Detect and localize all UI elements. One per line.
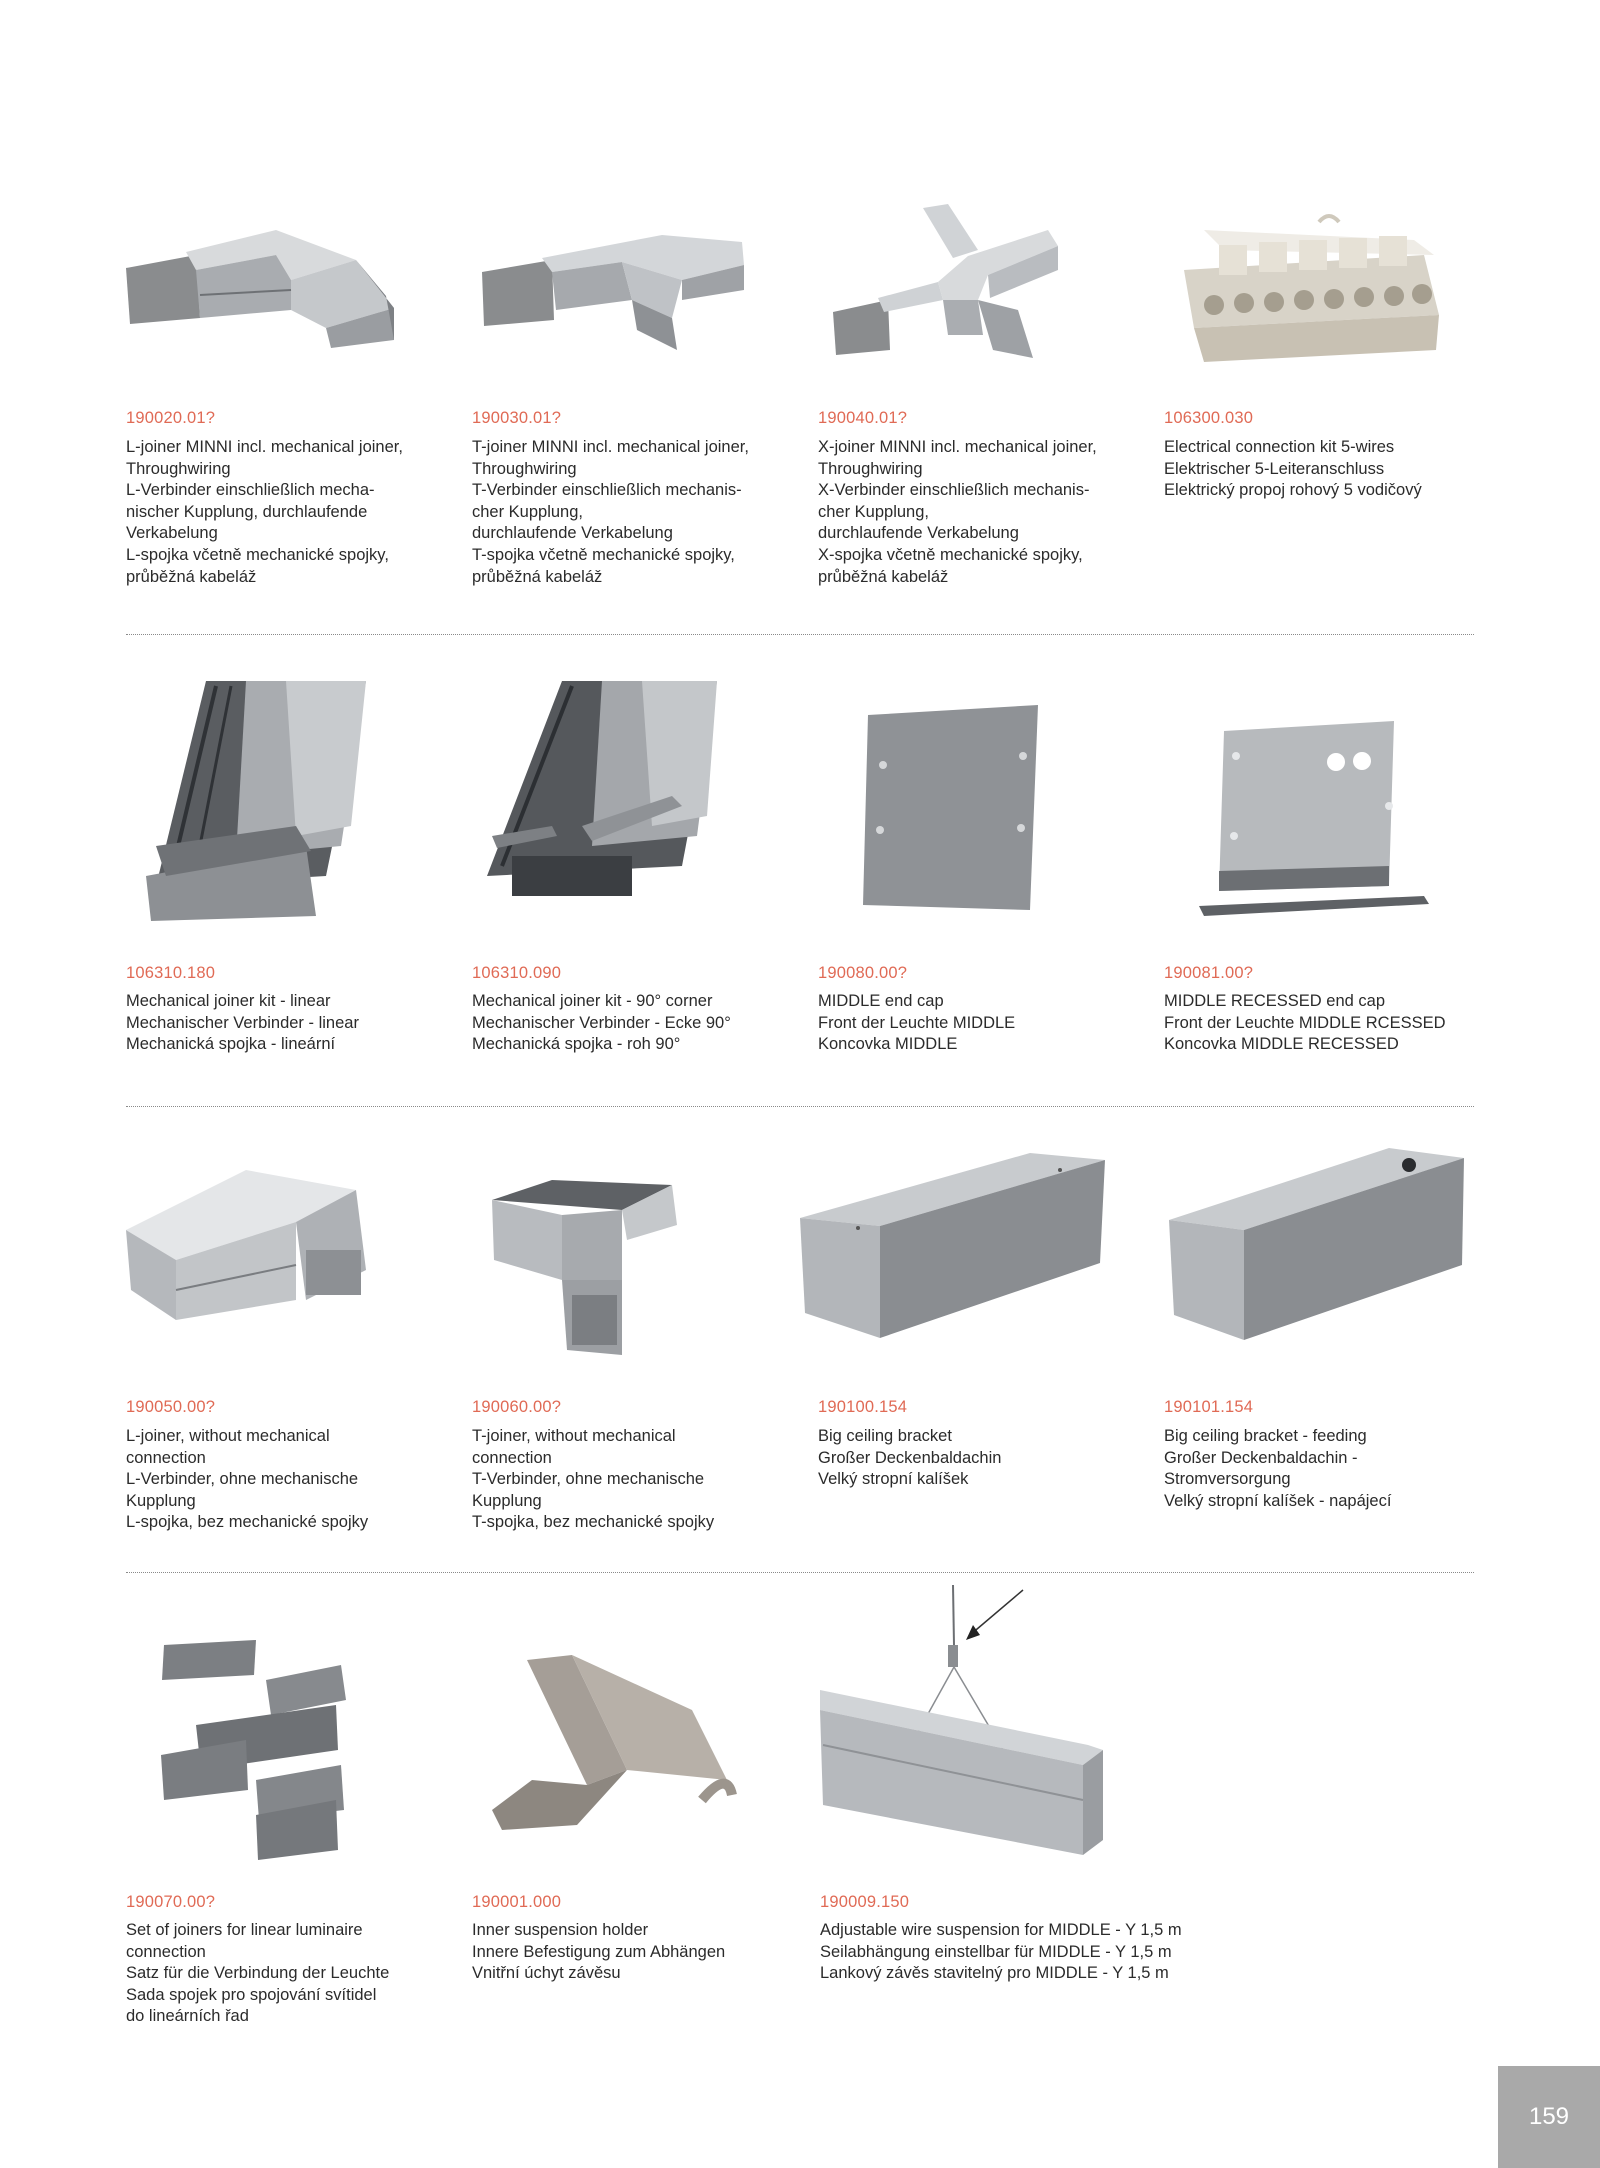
- product-image-x-joiner-minni: [818, 200, 1148, 370]
- product-image-electrical-connection-kit: [1164, 210, 1494, 370]
- product-image-middle-end-cap: [818, 700, 1148, 920]
- product-code: 106310.090: [472, 964, 562, 982]
- page-number: 159: [1498, 2066, 1600, 2168]
- product-code: 190001.000: [472, 1893, 562, 1911]
- product-description: Electrical connection kit 5-wires Elektrischer 5-Leiteranschluss Elektrický propoj rohový 5 vodičový: [1164, 438, 1422, 500]
- product-code: 190080.00?: [818, 964, 908, 982]
- product-code: 190009.150: [820, 1893, 910, 1911]
- product-code: 190070.00?: [126, 1893, 216, 1911]
- product-code: 190050.00?: [126, 1398, 216, 1416]
- product-image-big-ceiling-bracket: [800, 1148, 1110, 1348]
- product-code: 190060.00?: [472, 1398, 562, 1416]
- product-image-mechanical-joiner-corner: [472, 676, 802, 926]
- product-image-t-joiner-minni: [472, 200, 802, 360]
- product-description: Adjustable wire suspension for MIDDLE - Y 1,5 m Seilabhängung einstellbar für MIDDLE - Y 1,5 m Lankový závěs stavitelný pro MIDDLE - Y 1,5 m: [820, 1921, 1182, 1983]
- row-divider: [126, 1106, 1474, 1107]
- product-description: MIDDLE end cap Front der Leuchte MIDDLE Koncovka MIDDLE: [818, 992, 1016, 1054]
- product-code: 190040.01?: [818, 409, 908, 427]
- product-description: Set of joiners for linear luminaire connection Satz für die Verbindung der Leuchte Sada spojek pro spojování svítidel do lineárních řad: [126, 1921, 390, 2026]
- row-divider: [126, 634, 1474, 635]
- product-code: 106310.180: [126, 964, 216, 982]
- product-description: X-joiner MINNI incl. mechanical joiner, Throughwiring X-Verbinder einschließlich mechanis- cher Kupplung, durchlaufende Verkabelung X-spojka včetně mechanické spojky, průběžná kabeláž: [818, 438, 1097, 586]
- product-image-middle-recessed-end-cap: [1164, 706, 1494, 926]
- product-description: MIDDLE RECESSED end cap Front der Leuchte MIDDLE RCESSED Koncovka MIDDLE RECESSED: [1164, 992, 1446, 1054]
- product-description: Inner suspension holder Innere Befestigung zum Abhängen Vnitřní úchyt závěsu: [472, 1921, 726, 1983]
- product-image-inner-suspension-holder: [472, 1650, 802, 1850]
- product-description: L-joiner MINNI incl. mechanical joiner, Throughwiring L-Verbinder einschließlich mecha- nischer Kupplung, durchlaufende Verkabelung L-spojka včetně mechanické spojky, průběžná kabeláž: [126, 438, 403, 586]
- product-image-l-joiner-without-mechanical: [126, 1150, 456, 1340]
- row-divider: [126, 1572, 1474, 1573]
- product-image-l-joiner-minni: [126, 200, 456, 360]
- product-description: Mechanical joiner kit - linear Mechanischer Verbinder - linear Mechanická spojka - lineární: [126, 992, 359, 1054]
- product-image-set-of-joiners: [126, 1640, 456, 1860]
- product-image-mechanical-joiner-linear: [126, 676, 456, 926]
- product-description: T-joiner MINNI incl. mechanical joiner, Throughwiring T-Verbinder einschließlich mechanis- cher Kupplung, durchlaufende Verkabelung T-spojka včetně mechanické spojky, průběžná kabeláž: [472, 438, 749, 586]
- product-description: L-joiner, without mechanical connection L-Verbinder, ohne mechanische Kupplung L-spojka, bez mechanické spojky: [126, 1427, 369, 1532]
- product-image-big-ceiling-bracket-feeding: [1164, 1140, 1494, 1340]
- product-image-t-joiner-without-mechanical: [472, 1170, 802, 1360]
- product-description: Big ceiling bracket - feeding Großer Deckenbaldachin - Stromversorgung Velký stropní kalíšek - napájecí: [1164, 1427, 1392, 1510]
- product-description: Mechanical joiner kit - 90° corner Mechanischer Verbinder - Ecke 90° Mechanická spojka - roh 90°: [472, 992, 731, 1054]
- product-code: 106300.030: [1164, 409, 1254, 427]
- product-code: 190101.154: [1164, 1398, 1254, 1416]
- product-code: 190030.01?: [472, 409, 562, 427]
- product-description: Big ceiling bracket Großer Deckenbaldachin Velký stropní kalíšek: [818, 1427, 1002, 1489]
- product-image-wire-suspension: [818, 1585, 1118, 1875]
- product-code: 190100.154: [818, 1398, 908, 1416]
- product-code: 190081.00?: [1164, 964, 1254, 982]
- product-code: 190020.01?: [126, 409, 216, 427]
- product-description: T-joiner, without mechanical connection T-Verbinder, ohne mechanische Kupplung T-spojka, bez mechanické spojky: [472, 1427, 715, 1532]
